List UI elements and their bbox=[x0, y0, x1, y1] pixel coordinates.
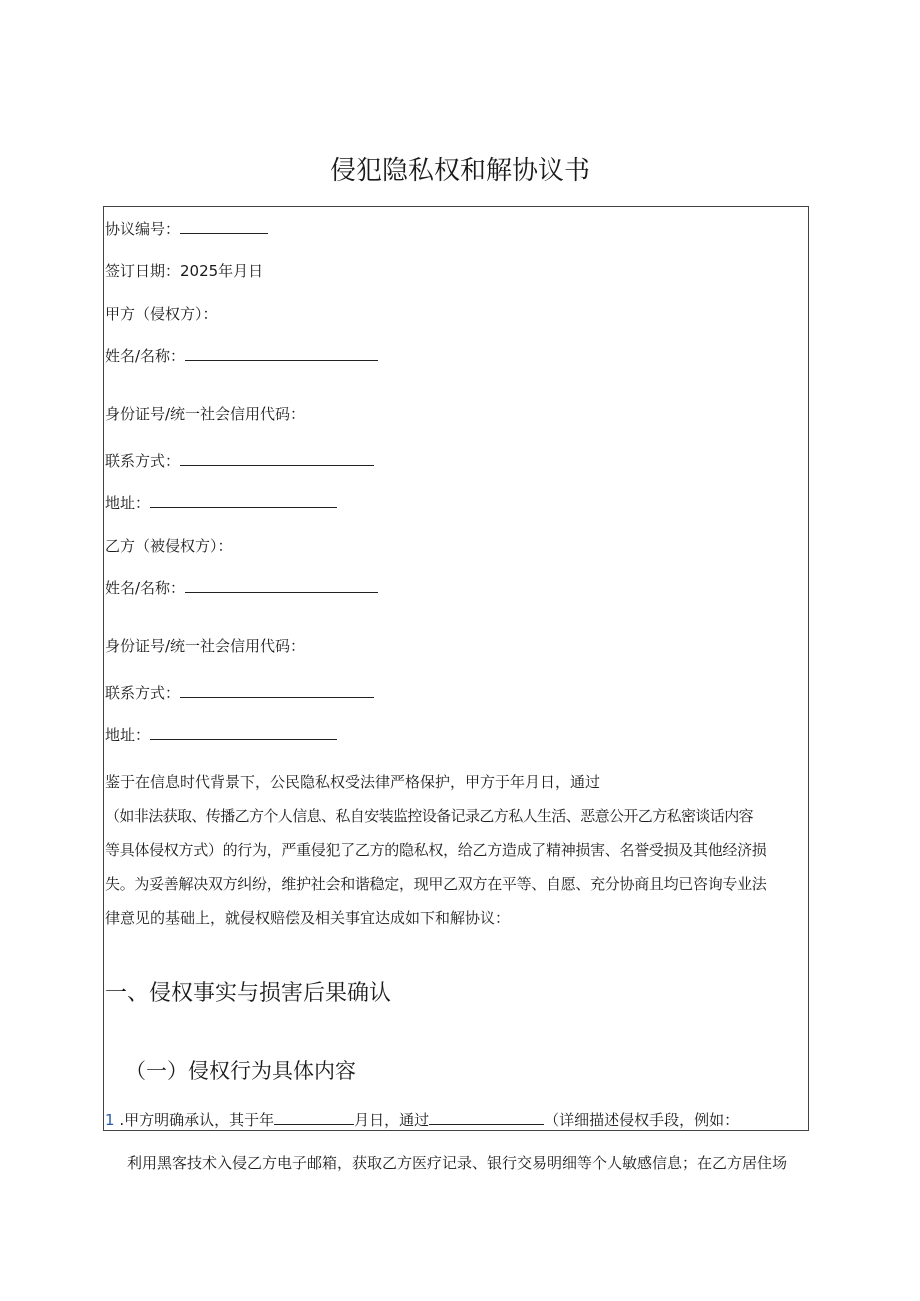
party-a-contact-label: 联系方式： bbox=[105, 452, 181, 470]
clause-text-c: （详细描述侵权手段，例如： bbox=[544, 1111, 740, 1129]
party-a-address-blank[interactable] bbox=[150, 493, 337, 508]
clause-year-blank[interactable] bbox=[274, 1110, 354, 1125]
party-b-contact-label: 联系方式： bbox=[105, 684, 181, 702]
party-a-id-label: 身份证号/统一社会信用代码： bbox=[105, 405, 306, 423]
preamble-line: 鉴于在信息时代背景下，公民隐私权受法律严格保护，甲方于年月日，通过 bbox=[105, 773, 601, 791]
party-b-name-label: 姓名/名称： bbox=[105, 579, 186, 597]
party-a-name-blank[interactable] bbox=[185, 346, 378, 361]
party-b-contact-row bbox=[105, 683, 374, 703]
clause-text-a: .甲方明确承认，其于年 bbox=[119, 1111, 275, 1129]
clause-text-b: 月日，通过 bbox=[354, 1111, 430, 1129]
party-b-address-label: 地址： bbox=[105, 726, 151, 744]
party-a-heading: 甲方（侵权方）： bbox=[105, 305, 218, 323]
party-a-name-row bbox=[105, 346, 378, 366]
party-a-contact-blank[interactable] bbox=[180, 451, 374, 466]
section-heading: 一、侵权事实与损害后果确认 bbox=[105, 981, 392, 1006]
subsection-heading: （一）侵权行为具体内容 bbox=[125, 1059, 356, 1083]
clause-number: 1 bbox=[105, 1111, 115, 1129]
party-b-heading: 乙方（被侵权方）： bbox=[105, 537, 233, 555]
party-a-name-label: 姓名/名称： bbox=[105, 347, 186, 365]
party-b-address-row bbox=[105, 725, 337, 745]
agreement-no-blank[interactable] bbox=[180, 219, 268, 234]
party-b-name-blank[interactable] bbox=[185, 578, 378, 593]
party-a-contact-row bbox=[105, 451, 374, 471]
document-title: 侵犯隐私权和解协议书 bbox=[329, 156, 590, 186]
sign-date: 签订日期：2025年月日 bbox=[105, 262, 264, 280]
party-a-address-label: 地址： bbox=[105, 494, 151, 512]
agreement-no-label: 协议编号： bbox=[105, 220, 181, 238]
party-a-address-row bbox=[105, 493, 337, 513]
party-b-id-label: 身份证号/统一社会信用代码： bbox=[105, 637, 306, 655]
clause-item-1 bbox=[105, 1110, 739, 1130]
agreement-no-row bbox=[105, 219, 268, 239]
preamble-line: （如非法获取、传播乙方个人信息、私自安装监控设备记录乙方私人生活、恶意公开乙方私密谈话内容 bbox=[105, 807, 754, 825]
clause-means-blank[interactable] bbox=[429, 1110, 544, 1125]
party-b-name-row bbox=[105, 578, 378, 598]
preamble-line: 等具体侵权方式）的行为，严重侵犯了乙方的隐私权，给乙方造成了精神损害、名誉受损及其他经济损 bbox=[105, 841, 767, 859]
preamble-paragraph bbox=[105, 765, 805, 935]
preamble-line: 失。为妥善解决双方纠纷，维护社会和谐稳定，现甲乙双方在平等、自愿、充分协商且均已咨询专业法 bbox=[105, 875, 767, 893]
preamble-line: 律意见的基础上，就侵权赔偿及相关事宜达成如下和解协议： bbox=[105, 909, 511, 927]
party-b-address-blank[interactable] bbox=[150, 725, 337, 740]
party-b-contact-blank[interactable] bbox=[180, 683, 374, 698]
continuation-text: 利用黑客技术入侵乙方电子邮箱，获取乙方医疗记录、银行交易明细等个人敏感信息；在乙方居住场 bbox=[127, 1154, 788, 1172]
